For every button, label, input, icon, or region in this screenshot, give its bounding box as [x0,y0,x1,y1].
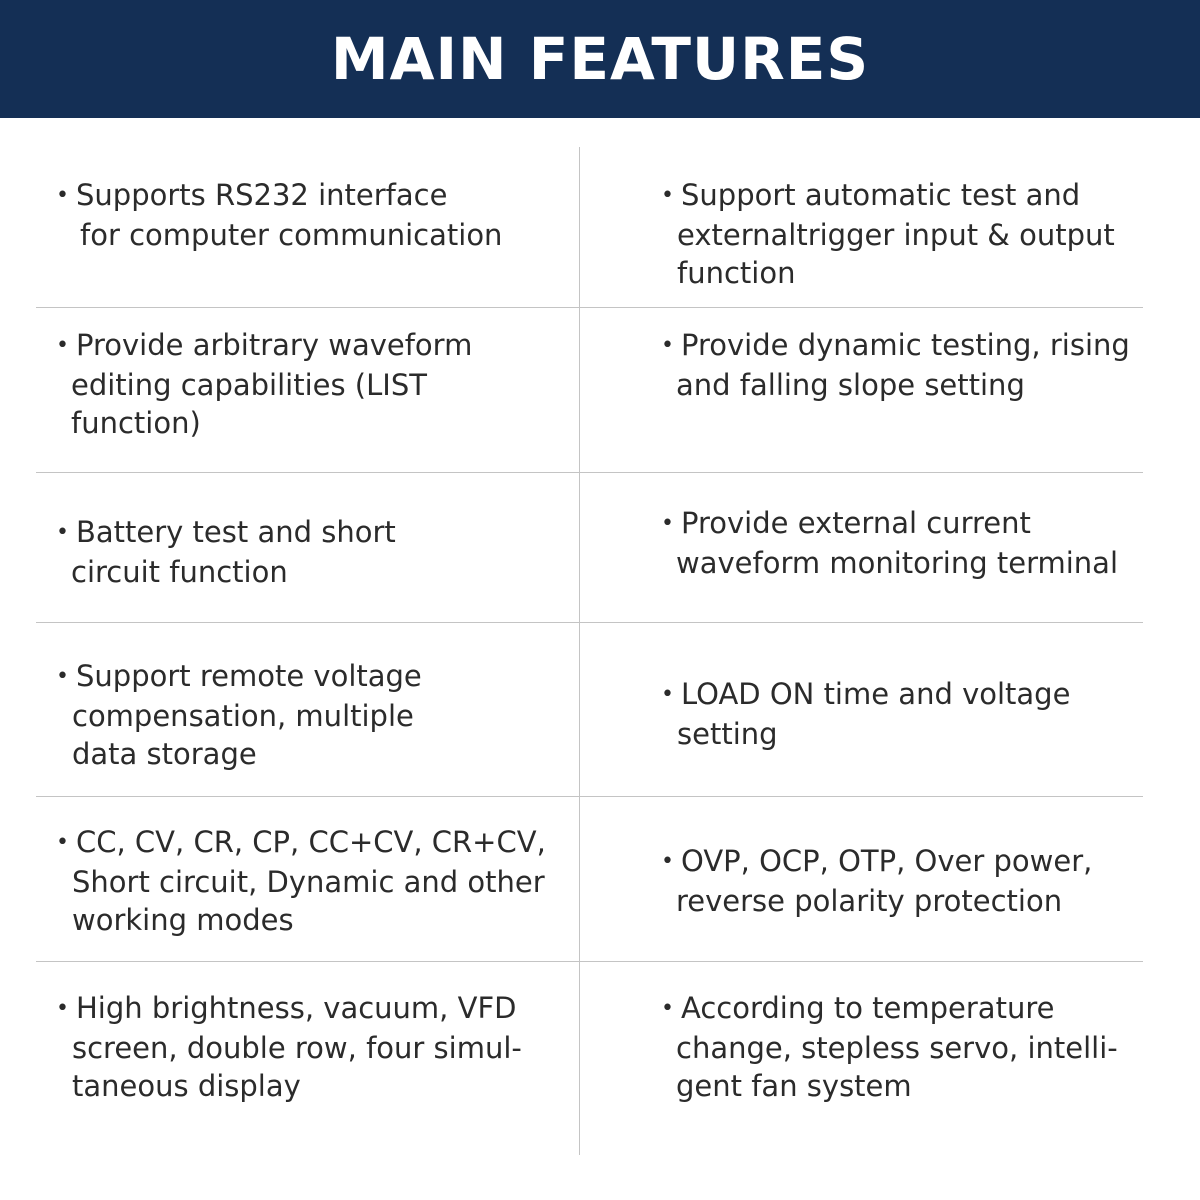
bullet-icon: • [56,996,69,1021]
bullet-icon: • [56,830,69,855]
feature-line: taneous display [72,1069,301,1103]
feature-line: and falling slope setting [676,367,1025,402]
feature-line: • CC, CV, CR, CP, CC+CV, CR+CV, [56,823,546,863]
feature-item [661,326,1130,404]
feature-line: circuit function [71,554,288,589]
feature-line: waveform monitoring terminal [676,545,1118,580]
feature-item [56,326,472,443]
bullet-icon: • [661,849,674,874]
feature-line: • Battery test and short [56,513,396,553]
feature-line: • According to temperature [661,989,1118,1029]
bullet-icon: • [56,520,69,545]
feature-item [661,989,1118,1106]
feature-line: working modes [72,903,294,937]
feature-line: • OVP, OCP, OTP, Over power, [661,842,1092,882]
feature-line: compensation, multiple [72,698,414,733]
feature-line: • Support remote voltage [56,657,422,697]
feature-line: • Support automatic test and [661,176,1115,216]
feature-line: • LOAD ON time and voltage [661,675,1070,715]
feature-line: function) [71,406,201,440]
feature-line: • Provide dynamic testing, rising [661,326,1130,366]
row-divider [36,961,1143,962]
row-divider [36,307,1143,308]
feature-line: screen, double row, four simul- [72,1030,522,1065]
feature-item [56,657,422,774]
bullet-icon: • [56,333,69,358]
feature-line: gent fan system [676,1069,912,1103]
bullet-icon: • [661,333,674,358]
feature-item [661,176,1115,293]
feature-line: function [677,256,796,290]
bullet-icon: • [56,664,69,689]
bullet-icon: • [661,511,674,536]
feature-line: • Provide arbitrary waveform [56,326,472,366]
feature-line: change, stepless servo, intelli- [676,1030,1118,1065]
feature-line: reverse polarity protection [676,883,1063,918]
feature-item [56,989,522,1106]
feature-line: editing capabilities (LIST [71,367,427,402]
feature-line: • Provide external current [661,504,1118,544]
feature-line: • Supports RS232 interface [56,176,502,216]
row-divider [36,622,1143,623]
feature-item [56,176,502,254]
feature-line: setting [677,716,778,751]
bullet-icon: • [661,682,674,707]
row-divider [36,472,1143,473]
feature-line: Short circuit, Dynamic and other [72,864,545,899]
feature-item [661,842,1092,920]
feature-line: data storage [72,737,257,771]
bullet-icon: • [56,183,69,208]
page-title: MAIN FEATURES [330,25,870,93]
feature-item [661,504,1118,582]
feature-line: externaltrigger input & output [677,217,1115,252]
feature-line: • High brightness, vacuum, VFD [56,989,522,1029]
row-divider [36,796,1143,797]
column-divider [579,147,580,1155]
bullet-icon: • [661,183,674,208]
feature-item [56,823,546,940]
feature-item [56,513,396,591]
feature-item [661,675,1070,753]
feature-line: for computer communication [80,217,503,252]
bullet-icon: • [661,996,674,1021]
